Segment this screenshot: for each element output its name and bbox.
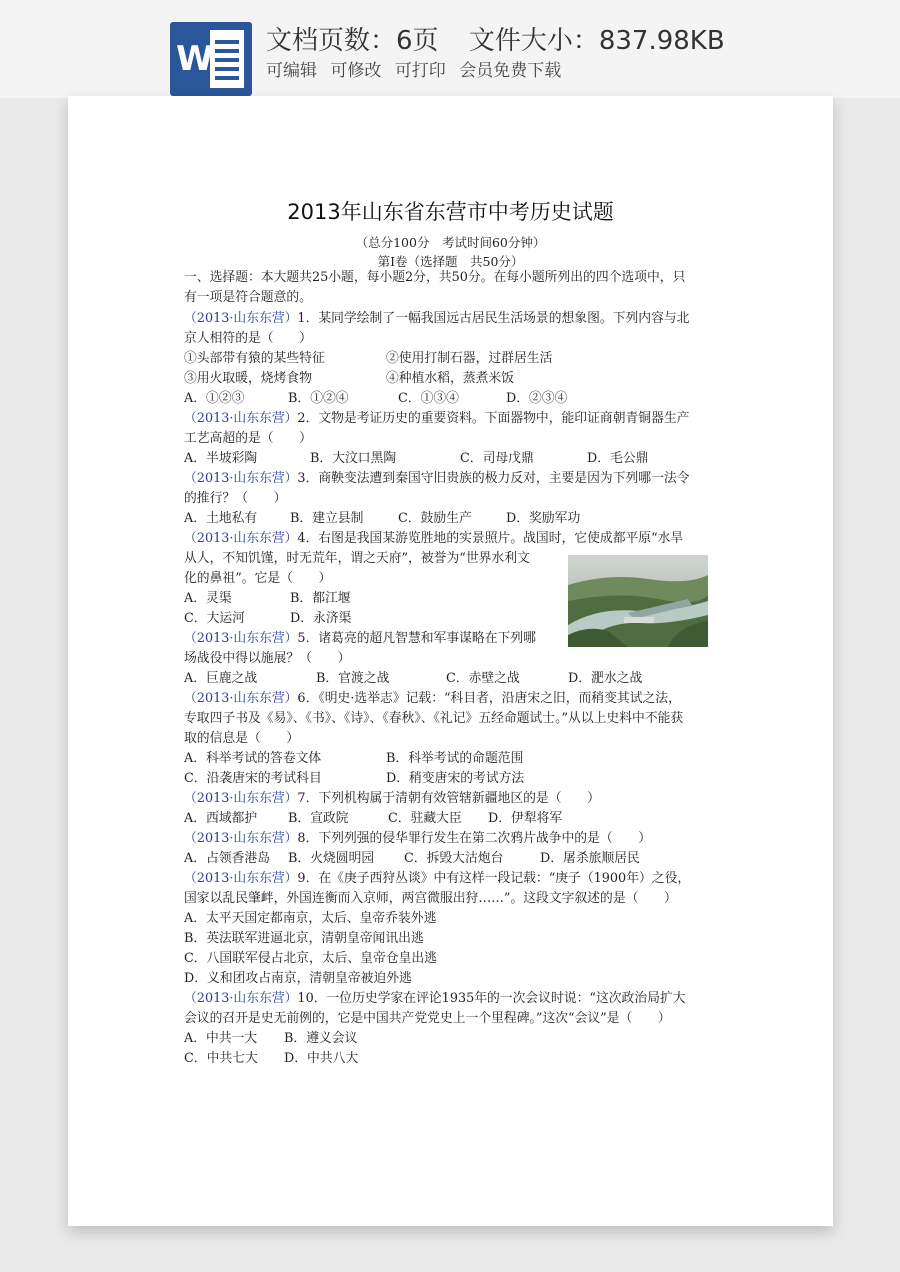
file-size: 文件大小：837.98KB	[468, 26, 725, 56]
question-text: 工艺高超的是（ ）	[184, 431, 312, 446]
question-text: 专取四子书及《易》、《书》、《诗》、《春秋》、《礼记》五经命题试士。”从以上史料中不能获	[184, 711, 684, 726]
section-intro: 一、选择题：本大题共25小题，每小题2分，共50分。在每小题所列出的四个选项中，只	[184, 270, 686, 285]
question-source: （2013·山东东营）	[184, 311, 298, 326]
document-title: 2013年山东省东营市中考历史试题	[287, 200, 614, 224]
banner-features	[266, 56, 569, 81]
question-9: （2013·山东东营）9．在《庚子西狩丛谈》中有这样一段记载：“庚子（1900年）之役，	[184, 871, 691, 886]
question-10: （2013·山东东营）10．一位历史学家在评论1935年的一次会议时说：“这次政治局扩大	[184, 991, 686, 1006]
exam-info: （总分100分 考试时间60分钟）	[355, 235, 546, 250]
feature-modifiable: 可修改	[330, 61, 382, 81]
question-text: 取的信息是（ ）	[184, 731, 300, 746]
question-2: （2013·山东东营）2．文物是考证历史的重要资料。下面器物中，能印证商朝青铜器生产	[184, 411, 690, 426]
option: A．太平天国定都南京，太后、皇帝乔装外逃	[184, 911, 437, 926]
question-3: （2013·山东东营）3．商鞅变法遭到秦国守旧贵族的极力反对，主要是因为下列哪一法令	[184, 471, 690, 486]
question-text: 从人，不知饥馑，时无荒年，谓之天府”，被誉为“世界水利文	[184, 551, 530, 566]
page-count: 文档页数：6页	[266, 26, 439, 56]
download-banner	[0, 0, 900, 98]
question-8: （2013·山东东营）8．下列列强的侵华罪行发生在第二次鸦片战争中的是（ ）	[184, 831, 652, 846]
feature-printable: 可打印	[394, 61, 446, 81]
question-5: （2013·山东东营）5．诸葛亮的超凡智慧和军事谋略在下列哪	[184, 631, 536, 646]
question-text: 场战役中得以施展？（ ）	[184, 651, 351, 666]
question-6: （2013·山东东营）6．《明史·选举志》记载：“科目者，沿唐宋之旧，而稍变其试之法，	[184, 691, 681, 706]
question-text: 化的鼻祖”。它是（ ）	[184, 571, 332, 586]
option: B．英法联军进逼北京，清朝皇帝闻讯出逃	[184, 931, 424, 946]
question-text: 的推行？（ ）	[184, 491, 287, 506]
section-intro: 有一项是符合题意的。	[184, 290, 312, 305]
question-4: （2013·山东东营）4．右图是我国某游览胜地的实景照片。战国时，它使成都平原“水旱	[184, 531, 684, 546]
question-7: （2013·山东东营）7．下列机构属于清朝有效管辖新疆地区的是（ ）	[184, 791, 600, 806]
feature-member-download[interactable]: 会员免费下载	[459, 61, 562, 81]
question-1: （2013·山东东营）1．某同学绘制了一幅我国远古居民生活场景的想象图。下列内容与北	[184, 311, 690, 326]
question-text: 国家以乱民肇衅，外国连衡而入京师，两宫微服出狩……”。这段文字叙述的是（ ）	[184, 891, 677, 906]
word-doc-icon: W	[170, 22, 252, 96]
option: D．义和团攻占南京，清朝皇帝被迫外逃	[184, 971, 412, 986]
option: C．八国联军侵占北京，太后、皇帝仓皇出逃	[184, 951, 437, 966]
document-page: 2013年山东省东营市中考历史试题 （总分100分 考试时间60分钟） 第Ⅰ卷（选择题 共50分） 一、选择题：本大题共25小题，每小题2分，共50分。在每小题所列出的四个选项中，只 有一项是符合题意的。 （2013·山东东营）1．某同学绘制了一幅我国远古居民生活场景的想象图。下列内容与北 京人相符的是（ ） ①头部带有猿的某些特征 ②使用打制石器，过群居生活 ③用火取暖，烧烤食物 ④种植水稻，蒸煮米饭 A．①②③ B．①②④ C．①③④ D．②③④ （2013·山东东营）2．文物是考证历史的重要资料。下面器物中，能印证商朝青铜器生产 工艺高超的是（ ） A．半坡彩陶 B．大汶口黑陶 C．司母戊鼎 D．毛公鼎 （2013·山东东营）3．商鞅变法遭到秦国守旧贵族的极力反对，主要是因为下列哪一法令 的推行？（ ） A．土地私有 B．建立县制 C．鼓励生产 D．奖励军功 （2013·山东东营）4．右图是我国某游览胜地的实景照片。战国时，它使成都平原“水旱 从人，不知饥馑，时无荒年，谓之天府”，被誉为“世界水利文 化的鼻祖”。它是（ ） A．灵渠 B．都江堰 C．大运河 D．永济渠 （2013·山东东营）5．诸葛亮的超凡智慧和军事谋略在下列哪 场战役中得以施展？（ ） A．巨鹿之战 B．官渡之战 C．赤壁之战 D．淝水之战 （2013·山东东营）6．《明史·选举志》记载：“科目者，沿唐宋之旧，而稍变其试之法， 专取四子书及《易》、《书》、《诗》、《春秋》、《礼记》五经命题试士。”从以上史料中不能获 取的信息是（ ） A．科举考试的答卷文体 B．科举考试的命题范围 C．沿袭唐宋的考试科目 D．稍变唐宋的考试方法 （2013·山东东营）7．下列机构属于清朝有效管辖新疆地区的是（ ） A．西域都护 B．宣政院 C．驻藏大臣 D．伊犁将军 （2013·山东东营）8．下列列强的侵华罪行发生在第二次鸦片战争中的是（ ） A．占领香港岛 B．火烧圆明园 C．拆毁大沽炮台 D．屠杀旅顺居民 （2013·山东东营）9．在《庚子西狩丛谈》中有这样一段记载：“庚子（1900年）之役， 国家以乱民肇衅，外国连衡而入京师，两宫微服出狩……”。这段文字叙述的是（ ） A．太平天国定都南京，太后、皇帝乔装外逃 B．英法联军进逼北京，清朝皇帝闻讯出逃 C．八国联军侵占北京，太后、皇帝仓皇出逃 D．义和团攻占南京，清朝皇帝被迫外逃 （2013·山东东营）10．一位历史学家在评论1935年的一次会议时说：“这次政治局扩大 会议的召开是史无前例的，它是中国共产党党史上一个里程碑。”这次“会议”是（ ） A．中共一大 B．遵义会议 C．中共七大 D．中共八大	[68, 96, 833, 1226]
part-heading: 第Ⅰ卷（选择题 共50分）	[377, 254, 524, 269]
question-text: 京人相符的是（ ）	[184, 331, 312, 346]
question-text: 会议的召开是史无前例的，它是中国共产党党史上一个里程碑。”这次“会议”是（ ）	[184, 1011, 671, 1026]
banner-title	[266, 20, 747, 57]
feature-editable: 可编辑	[266, 61, 317, 81]
dujiangyan-photo	[568, 555, 708, 647]
